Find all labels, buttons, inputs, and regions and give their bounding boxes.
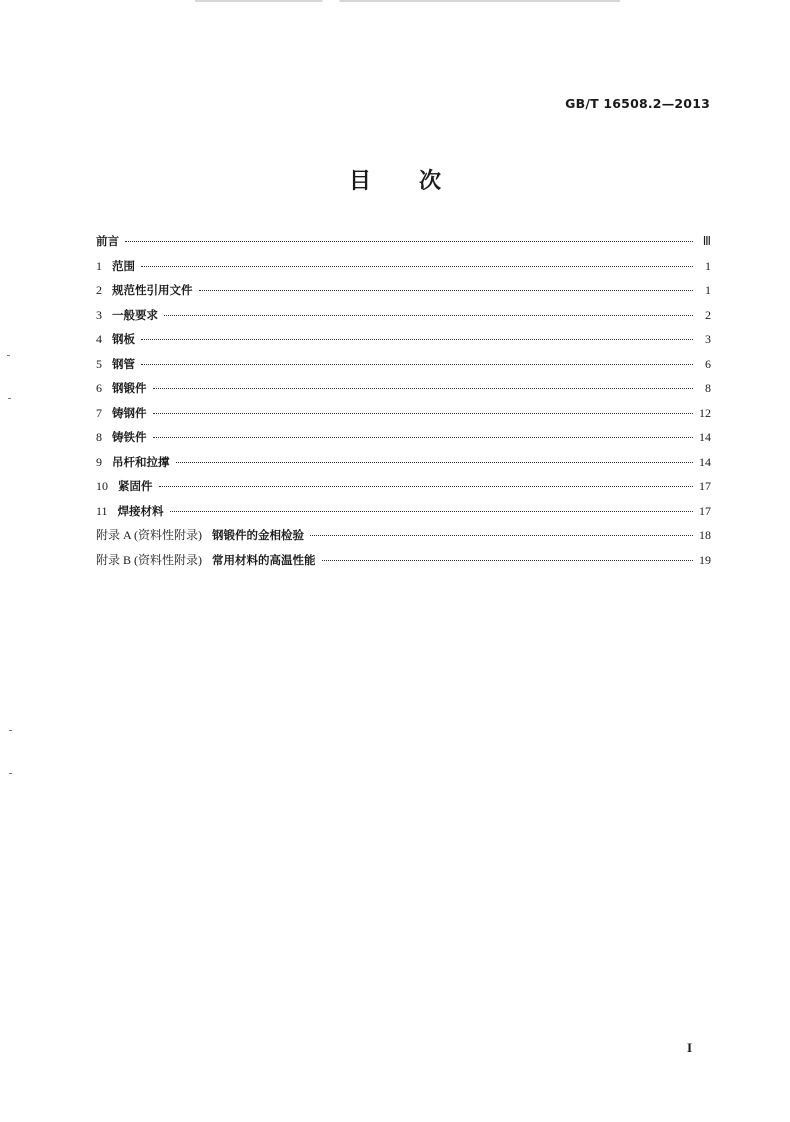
toc-entry-number: 2 — [96, 283, 102, 297]
toc-entry-page: 17 — [699, 503, 711, 518]
toc-heading-char: 次 — [419, 169, 442, 194]
toc-entry-number: 附录 A (资料性附录) — [96, 528, 202, 542]
toc-entry-number: 7 — [96, 405, 102, 420]
toc-entry-title: 焊接材料 — [117, 503, 164, 518]
dot-leader — [153, 413, 694, 414]
toc-entry-title: 常用材料的高温性能 — [212, 552, 316, 567]
dot-leader — [310, 535, 693, 536]
scan-speck — [8, 398, 11, 399]
dot-leader — [170, 511, 693, 512]
toc-entry-title: 铸铁件 — [112, 430, 147, 444]
toc-heading — [0, 164, 790, 195]
dot-leader — [164, 315, 693, 316]
toc-entry-6[interactable] — [96, 376, 711, 401]
dot-leader — [176, 462, 694, 463]
scan-speck — [9, 730, 12, 731]
toc-heading-char: 目 — [348, 169, 371, 194]
toc-entry-page: 17 — [699, 479, 711, 493]
toc-entry-title: 钢板 — [112, 332, 135, 346]
toc-entry-page: 6 — [705, 356, 711, 371]
top-scan-rule — [195, 0, 620, 2]
toc-entry-page: 1 — [705, 283, 711, 297]
toc-entry-title: 一般要求 — [112, 307, 158, 322]
dot-leader — [141, 339, 693, 340]
dot-leader — [141, 266, 693, 267]
dot-leader — [125, 241, 693, 242]
toc-entry-page: 18 — [699, 528, 711, 542]
dot-leader — [199, 290, 694, 291]
toc-entry-7[interactable] — [96, 401, 711, 426]
toc-entry-number: 9 — [96, 454, 102, 469]
toc-entry-page: 8 — [705, 381, 711, 395]
scan-speck — [9, 773, 12, 774]
toc-entry-number: 5 — [96, 356, 102, 371]
toc-entry-page: 19 — [699, 552, 711, 567]
table-of-contents — [96, 229, 711, 572]
toc-entry-number: 4 — [96, 332, 102, 346]
toc-entry-3[interactable] — [96, 303, 711, 328]
toc-entry-number: 8 — [96, 430, 102, 444]
toc-entry-annex-b[interactable] — [96, 548, 711, 573]
toc-entry-title: 紧固件 — [118, 479, 153, 493]
toc-entry-title: 范围 — [112, 258, 135, 273]
dot-leader — [322, 560, 694, 561]
scan-speck — [7, 355, 10, 356]
toc-entry-5[interactable] — [96, 352, 711, 377]
toc-entry-number: 附录 B (资料性附录) — [96, 552, 202, 567]
toc-entry-10[interactable] — [96, 474, 711, 499]
toc-entry-8[interactable] — [96, 425, 711, 450]
toc-entry-title: 铸钢件 — [112, 405, 147, 420]
toc-entry-page: 12 — [699, 405, 711, 420]
toc-entry-title: 前言 — [96, 234, 119, 248]
toc-entry-page: 3 — [705, 332, 711, 346]
standard-code: GB/T 16508.2—2013 — [565, 96, 710, 111]
toc-entry-page: Ⅲ — [702, 234, 711, 248]
toc-entry-title: 钢管 — [112, 356, 135, 371]
dot-leader — [153, 388, 694, 389]
toc-entry-page: 1 — [705, 258, 711, 273]
toc-entry-title: 规范性引用文件 — [112, 283, 193, 297]
toc-entry-title: 钢锻件的金相检验 — [212, 528, 304, 542]
toc-entry-title: 吊杆和拉撑 — [112, 454, 170, 469]
toc-entry-number: 11 — [96, 503, 108, 518]
toc-entry-2[interactable] — [96, 278, 711, 303]
toc-entry-9[interactable] — [96, 450, 711, 475]
toc-entry-number: 1 — [96, 258, 102, 273]
toc-entry-1[interactable] — [96, 254, 711, 279]
toc-entry-4[interactable] — [96, 327, 711, 352]
toc-entry-foreword[interactable] — [96, 229, 711, 254]
toc-entry-11[interactable] — [96, 499, 711, 524]
toc-entry-page: 2 — [705, 307, 711, 322]
toc-entry-number: 10 — [96, 479, 108, 493]
toc-entry-title: 钢锻件 — [112, 381, 147, 395]
toc-entry-number: 6 — [96, 381, 102, 395]
toc-entry-annex-a[interactable] — [96, 523, 711, 548]
dot-leader — [153, 437, 694, 438]
toc-entry-page: 14 — [699, 454, 711, 469]
toc-entry-number: 3 — [96, 307, 102, 322]
page-number: I — [687, 1040, 693, 1055]
dot-leader — [141, 364, 693, 365]
dot-leader — [159, 486, 694, 487]
toc-entry-page: 14 — [699, 430, 711, 444]
